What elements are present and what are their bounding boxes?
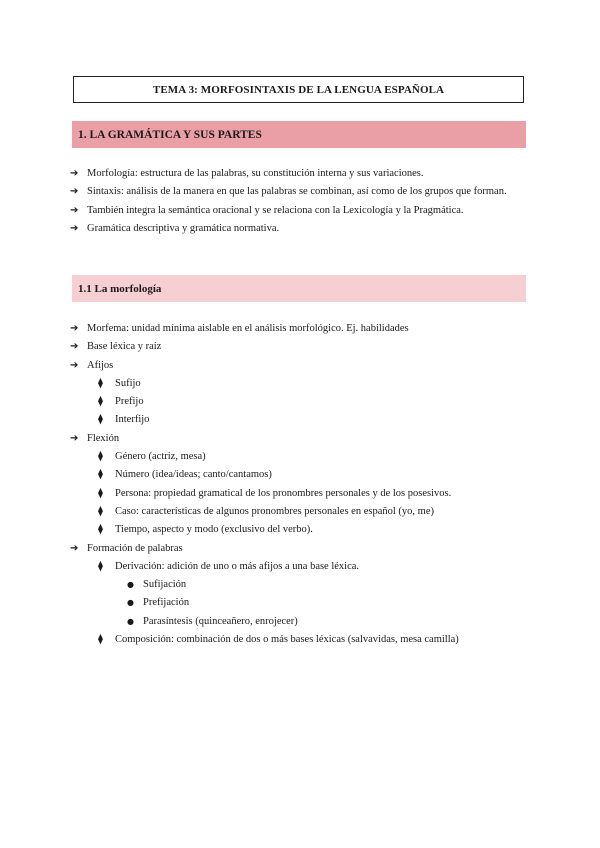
arrow-icon: ➔	[70, 168, 79, 179]
list-item: ⧫ Tiempo, aspecto y modo (exclusivo del verbo).	[70, 521, 528, 539]
dot-bullet-icon: ●	[127, 598, 134, 608]
diamond-bullet-icon: ⧫	[98, 469, 103, 481]
diamond-bullet-icon: ⧫	[98, 560, 103, 572]
diamond-bullet-icon: ⧫	[98, 451, 103, 463]
list-item: ➔ Morfema: unidad mínima aislable en el análisis morfológico. Ej. habilidades	[70, 320, 528, 338]
diamond-bullet-icon: ⧫	[98, 634, 103, 646]
arrow-icon: ➔	[70, 222, 79, 234]
list-item: ➔ También integra la semántica oracional y se relaciona con la Lexicología y la Pragmática.	[70, 202, 528, 220]
section1-list	[70, 165, 528, 238]
dot-bullet-icon: ●	[127, 580, 134, 590]
arrow-icon: ➔	[70, 359, 79, 371]
dot-bullet-icon: ●	[127, 616, 134, 626]
arrow-icon: ➔	[70, 341, 79, 353]
list-item: ➔ Base léxica y raíz	[70, 338, 528, 356]
diamond-bullet-icon: ⧫	[98, 487, 103, 499]
list-item: ➔ Gramática descriptiva y gramática normativa.	[70, 220, 528, 238]
list-item: ⧫ Género (actriz, mesa)	[70, 448, 528, 466]
arrow-icon: ➔	[70, 432, 79, 444]
list-item: ⧫ Sufijo	[70, 375, 528, 393]
list-item: ➔ Formación de palabras	[70, 540, 528, 558]
page-title: TEMA 3: MORFOSINTAXIS DE LA LENGUA ESPAÑOLA	[73, 76, 524, 103]
diamond-bullet-icon: ⧫	[98, 396, 103, 408]
arrow-icon: ➔	[70, 186, 79, 198]
section-heading-morfologia: 1.1 La morfología	[72, 275, 526, 302]
list-item: ⧫ Número (idea/ideas; canto/cantamos)	[70, 466, 528, 484]
list-item: ● Parasíntesis (quinceañero, enrojecer)	[70, 613, 528, 631]
arrow-icon: ➔	[70, 323, 79, 334]
diamond-bullet-icon: ⧫	[98, 377, 103, 389]
list-item: ➔ Morfología: estructura de las palabras, su constitución interna y sus variaciones.	[70, 165, 528, 183]
arrow-icon: ➔	[70, 204, 79, 216]
list-item: ● Sufijación	[70, 576, 528, 594]
diamond-bullet-icon: ⧫	[98, 524, 103, 536]
list-item: ⧫ Derivación: adición de uno o más afijos a una base léxica.	[70, 558, 528, 576]
list-item: ⧫ Persona: propiedad gramatical de los pronombres personales y de los posesivos.	[70, 485, 528, 503]
list-item: ⧫ Interfijo	[70, 411, 528, 429]
list-item: ➔ Flexión	[70, 430, 528, 448]
list-item: ➔ Afijos	[70, 357, 528, 375]
list-item: ⧫ Caso: características de algunos pronombres personales en español (yo, me)	[70, 503, 528, 521]
list-item: ➔ Sintaxis: análisis de la manera en que las palabras se combinan, así como de los grupos que forman.	[70, 183, 528, 201]
diamond-bullet-icon: ⧫	[98, 414, 103, 426]
list-item: ● Prefijación	[70, 594, 528, 612]
diamond-bullet-icon: ⧫	[98, 505, 103, 517]
list-item: ⧫ Prefijo	[70, 393, 528, 411]
section-heading-gramatica: 1. LA GRAMÁTICA Y SUS PARTES	[72, 121, 526, 148]
list-item: ⧫ Composición: combinación de dos o más bases léxicas (salvavidas, mesa camilla)	[70, 631, 528, 649]
arrow-icon: ➔	[70, 542, 79, 554]
section2-list	[70, 320, 528, 649]
